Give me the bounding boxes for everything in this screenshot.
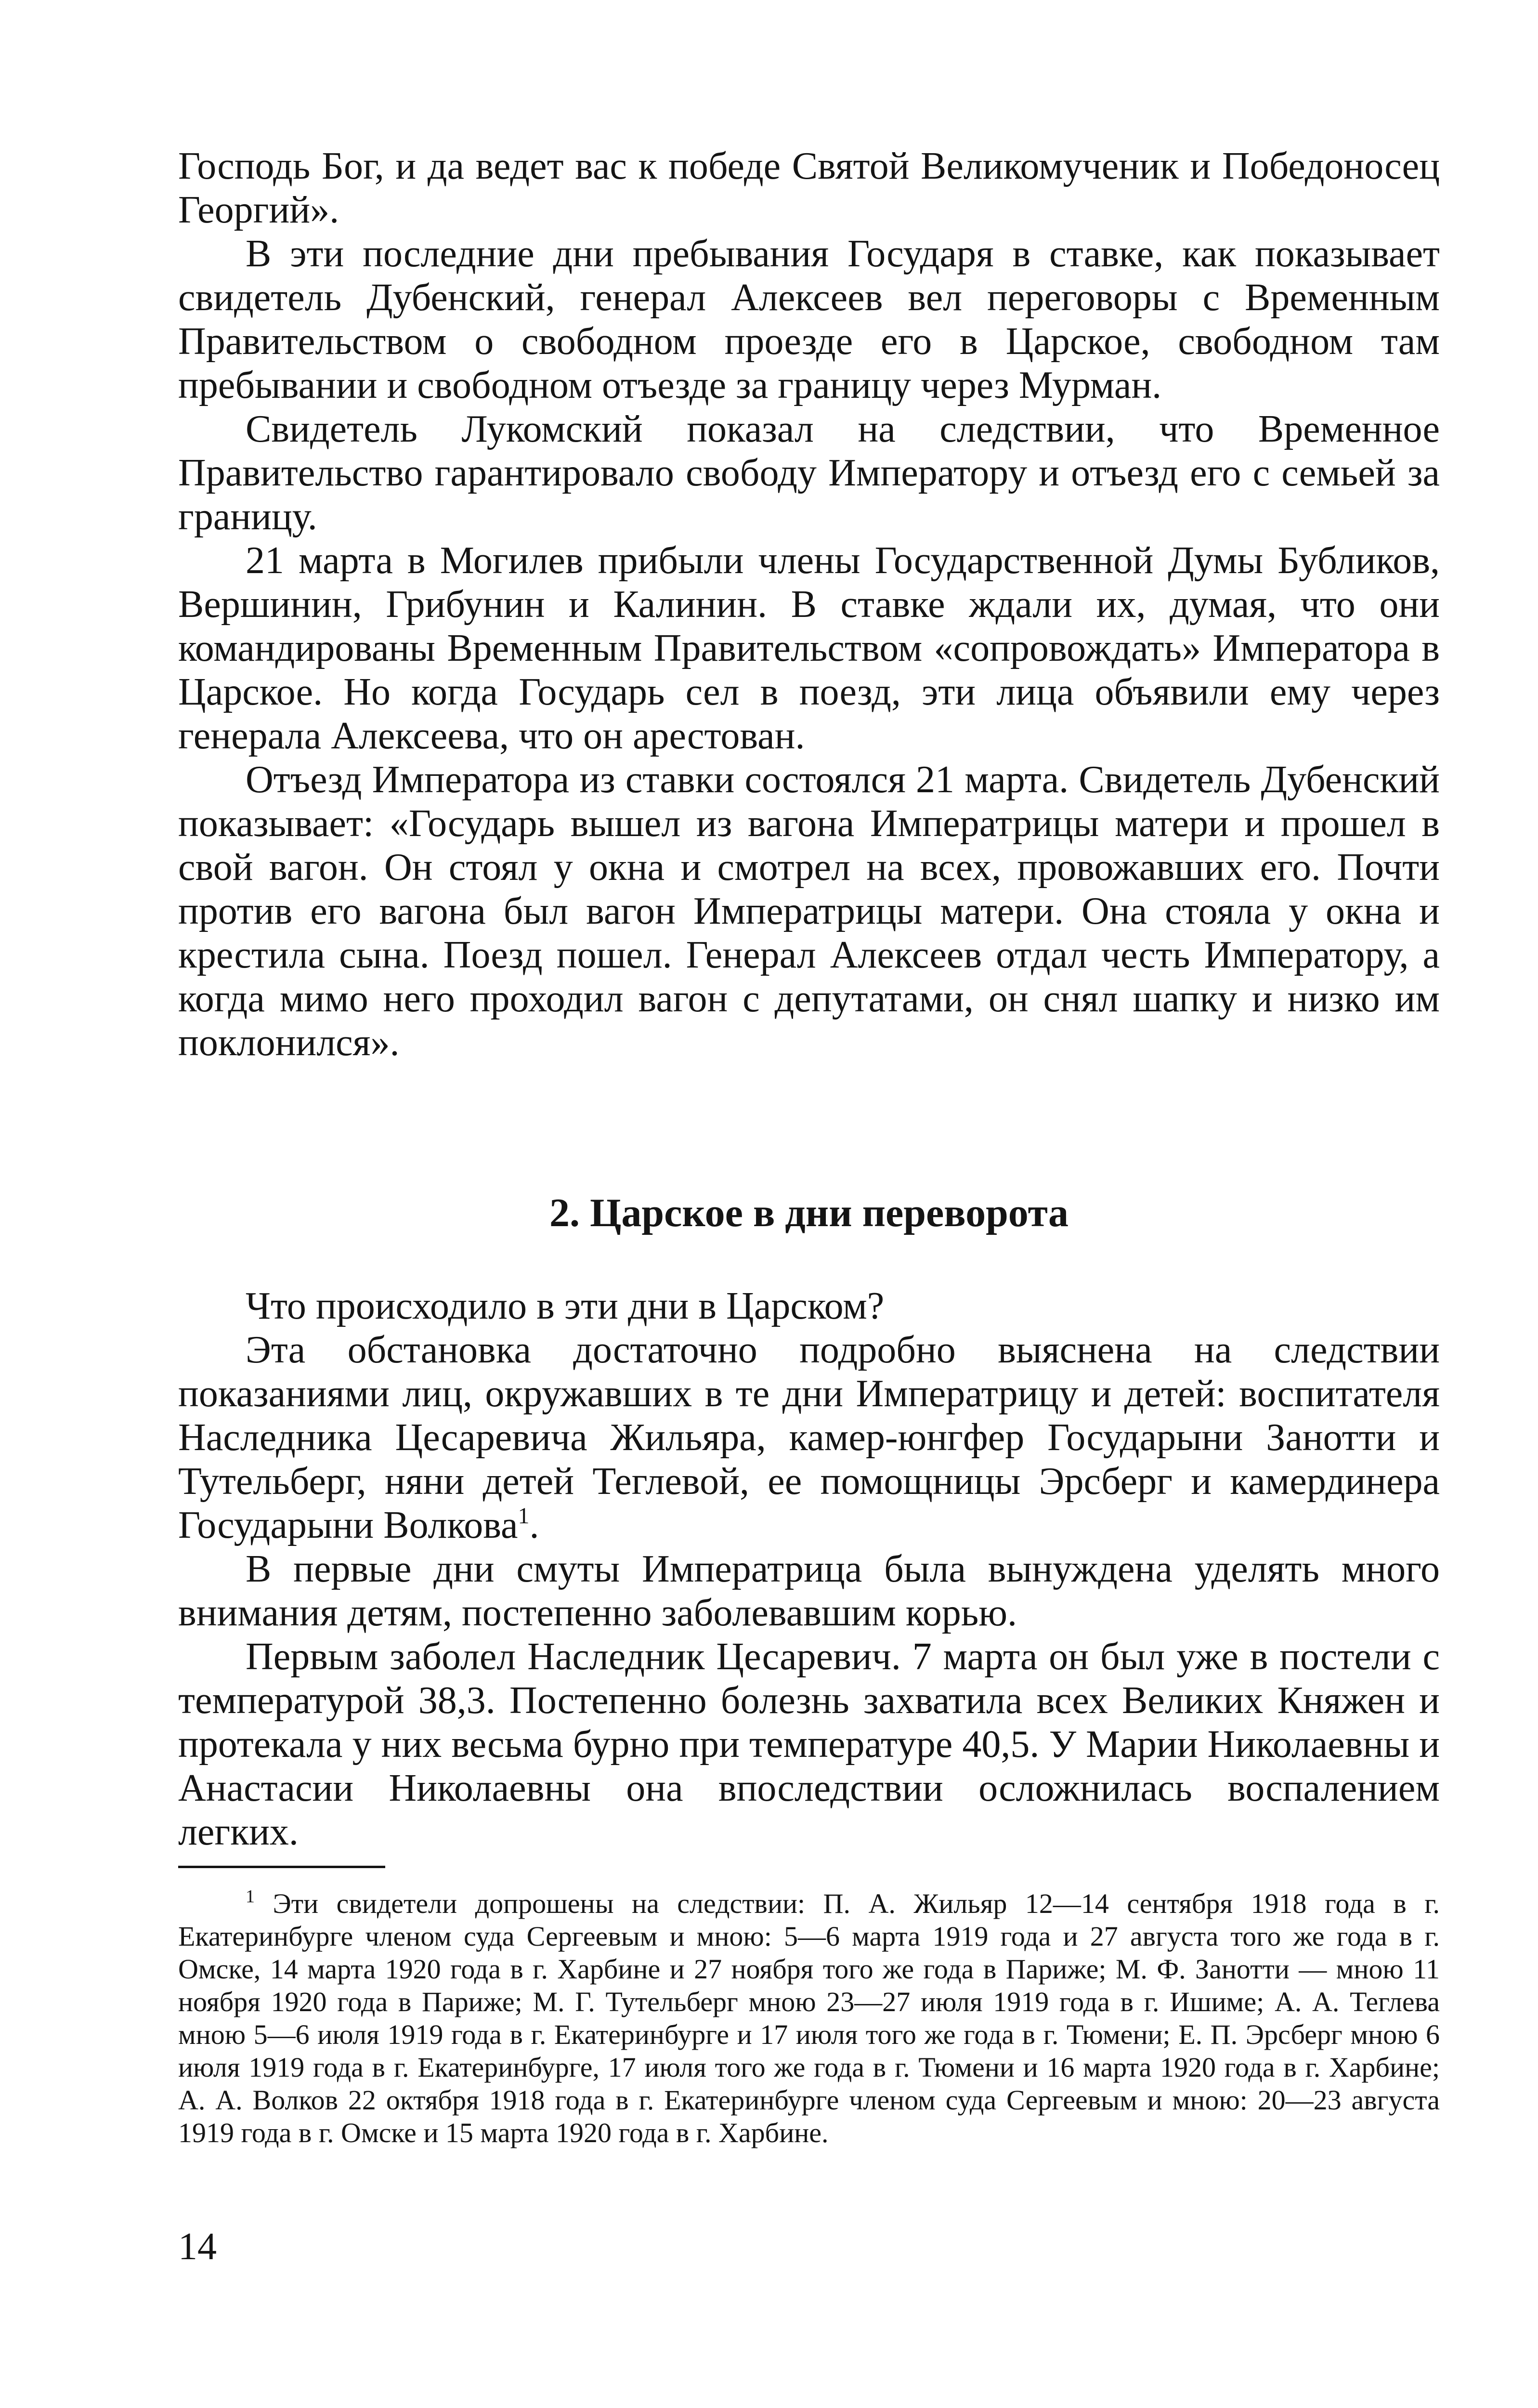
- footnote-marker: 1: [246, 1886, 255, 1907]
- page-content: [178, 144, 1440, 2149]
- paragraph-departure-from-stavka: Отъезд Императора из ставки состоялся 21 марта. Свидетель Дубенский показывает: «Государь вышел из вагона Императрицы матери и прошел в свой вагон. Он стоял у окна и смотрел на всех, провожавших его. Почти против его вагона был вагон Императрицы матери. Она стояла у окна и крестила сына. Поезд пошел. Генерал Алексеев отдал честь Императору, а когда мимо него проходил вагон с депутатами, он снял шапку и низко им поклонился».: [178, 759, 1440, 1064]
- paragraph-illness: Первым заболел Наследник Цесаревич. 7 марта он был уже в постели с температурой 38,3. Постепенно болезнь захватила всех Великих Княжен и протекала у них весьма бурно при температуре 40,5. У Марии Николаевны и Анастасии Николаевны она впоследствии осложнилась воспалением легких.: [178, 1636, 1440, 1853]
- page-number: 14: [178, 2225, 217, 2268]
- section-heading: 2. Царское в дни переворота: [549, 1191, 1069, 1235]
- paragraph-measles: В первые дни смуты Императрица была вынуждена уделять много внимания детям, постепенно заболевавшим корью.: [178, 1548, 1440, 1634]
- footnote-text: Эти свидетели допрошены на следствии: П. А. Жильяр 12—14 сентября 1918 года в г. Екатеринбурге членом суда Сергеевым и мною: 5—6 марта 1919 года и 27 августа того же года в г. Омске, 14 марта 1920 года в г. Харбине и 27 ноября того же года в Париже; М. Ф. Занотти — мною 11 ноября 1920 года в Париже; М. Г. Тутельберг мною 23—27 июля 1919 года в г. Ишиме; А. А. Теглева мною 5—6 июля 1919 года в г. Екатеринбурге и 17 июля того же года в г. Тюмени; Е. П. Эрсберг мною 6 июля 1919 года в г. Екатеринбурге, 17 июля того же года в г. Тюмени и 16 марта 1920 года в г. Харбине; А. А. Волков 22 октября 1918 года в г. Екатеринбурге членом суда Сергеевым и мною: 20—23 августа 1919 года в г. Омске и 15 марта 1920 года в г. Харбине.: [178, 1888, 1440, 2148]
- paragraph-question: Что происходило в эти дни в Царском?: [246, 1285, 885, 1327]
- paragraph-lukomsky-testimony: Свидетель Лукомский показал на следствии, что Временное Правительство гарантировало свободу Императору и отъезд его с семьей за границу.: [178, 408, 1440, 538]
- paragraph-witnesses-text: Эта обстановка достаточно подробно выяснена на следствии показаниями лиц, окружавших в те дни Императрицу и детей: воспитателя Наследника Цесаревича Жильяра, камер-юнгфер Государыни Занотти и Тутельберг, няни детей Теглевой, ее помощницы Эрсберг и камердинера Государыни Волкова: [178, 1329, 1440, 1546]
- paragraph-duma-members-arrival: 21 марта в Могилев прибыли члены Государственной Думы Бубликов, Вершинин, Грибунин и Калинин. В ставке ждали их, думая, что они командированы Временным Правительством «сопровождать» Императора в Царское. Но когда Государь сел в поезд, эти лица объявили ему через генерала Алексеева, что он арестован.: [178, 539, 1440, 757]
- footnote-reference: 1: [518, 1503, 530, 1529]
- footnote: [178, 1887, 1440, 2149]
- paragraph-continued: Господь Бог, и да ведет вас к победе Святой Великомученик и Победоносец Георгий».: [178, 145, 1440, 231]
- paragraph-witnesses: Эта обстановка достаточно подробно выяснена на следствии показаниями лиц, окружавших в те дни Императрицу и детей: воспитателя Наследника Цесаревича Жильяра, камер-юнгфер Государыни Занотти и Тутельберг, няни детей Теглевой, ее помощницы Эрсберг и камердинера Государыни Волкова$^1$.: [178, 1329, 1440, 1546]
- footnote-separator: [178, 1866, 385, 1868]
- paragraph-stavka-negotiations: В эти последние дни пребывания Государя в ставке, как показывает свидетель Дубенский, генерал Алексеев вел переговоры с Временным Правительством о свободном проезде его в Царское, свободном там пребывании и свободном отъезде за границу через Мурман.: [178, 233, 1440, 406]
